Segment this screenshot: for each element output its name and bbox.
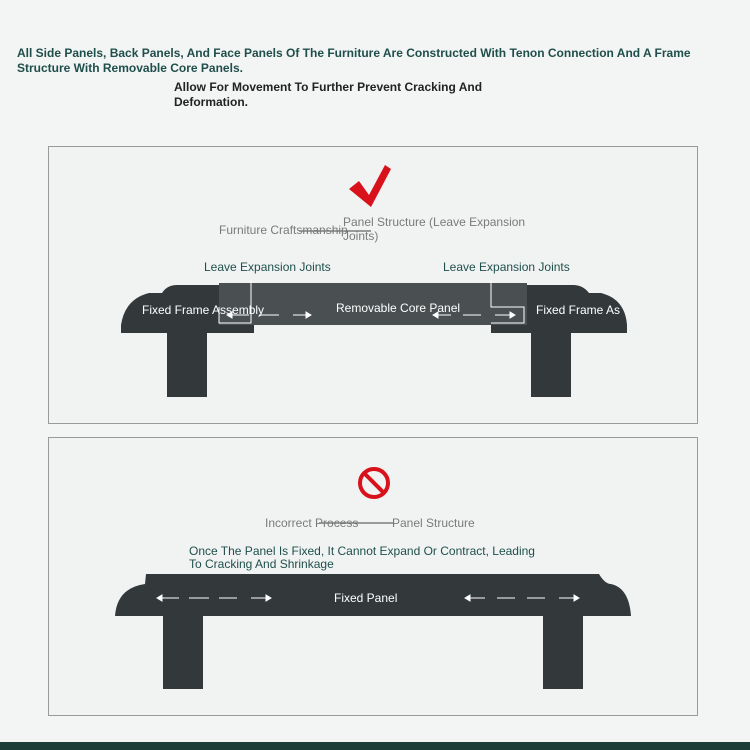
left-joint-label: Leave Expansion Joints: [204, 260, 331, 274]
incorrect-category-label: Incorrect Process: [265, 516, 359, 530]
left-leg: [167, 333, 207, 397]
bottom-accent-bar: [0, 742, 750, 750]
left-leg: [163, 616, 203, 689]
incorrect-title-label: Panel Structure: [392, 516, 475, 530]
core-panel-label: Removable Core Panel: [336, 301, 461, 315]
intro-text: All Side Panels, Back Panels, And Face Panels Of The Furniture Are Constructed With Tenon Connection And A Frame Structure With Removable Core Panels.: [17, 46, 691, 75]
prohibited-icon: [360, 469, 388, 497]
incorrect-structure-panel: [48, 437, 698, 716]
right-leg: [543, 616, 583, 689]
intro-subtext: Allow For Movement To Further Prevent Cracking And Deformation.: [174, 80, 483, 109]
correct-title-label: Panel Structure (Leave Expansion Joints): [343, 215, 526, 243]
fixed-panel-label: Fixed Panel: [334, 591, 398, 605]
right-joint-label: Leave Expansion Joints: [443, 260, 570, 274]
correct-structure-panel: [48, 146, 698, 424]
incorrect-structure-drawing: [49, 438, 697, 715]
warning-label: Once The Panel Is Fixed, It Cannot Expand Or Contract, Leading To Cracking And Shrinkage: [189, 544, 535, 571]
correct-structure-drawing: [49, 147, 697, 423]
correct-category-label: Furniture Craftsmanship: [219, 223, 348, 237]
right-leg: [531, 333, 571, 397]
right-frame-label: Fixed Frame As: [536, 303, 621, 317]
left-frame-label: Fixed Frame Assembly: [142, 303, 265, 317]
checkmark-icon: [349, 165, 391, 207]
